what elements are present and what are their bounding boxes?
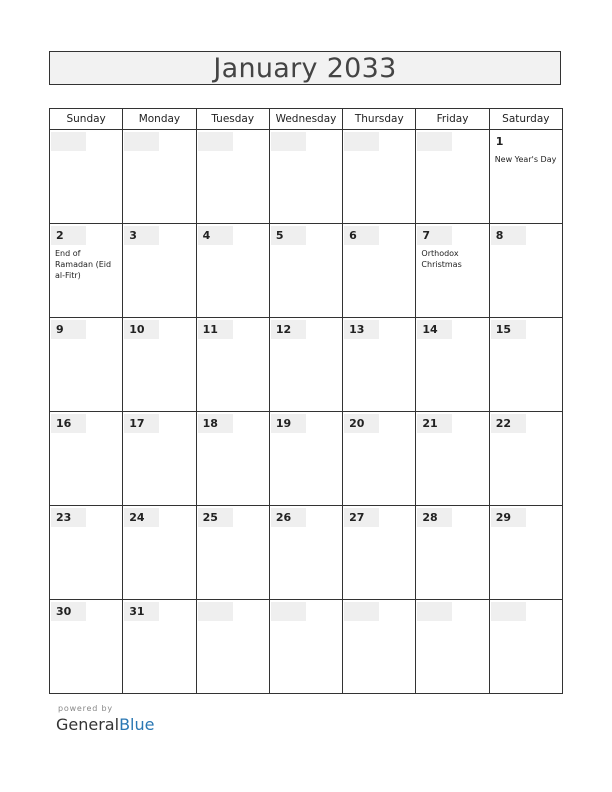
day-cell [50,318,123,412]
day-number: 14 [417,320,452,339]
day-number: 4 [198,226,233,245]
week-row [50,412,563,506]
day-cell [343,318,416,412]
day-number [271,132,306,151]
day-number: 24 [124,508,159,527]
day-number: 13 [344,320,379,339]
day-cell [269,224,342,318]
day-cell [416,600,489,694]
day-number [417,602,452,621]
day-number: 16 [51,414,86,433]
day-number: 1 [495,135,504,148]
day-number: 25 [198,508,233,527]
day-cell [489,318,562,412]
day-cell [343,224,416,318]
week-row [50,318,563,412]
day-cell [269,318,342,412]
day-cell [343,506,416,600]
calendar-body [50,130,563,694]
day-number: 18 [198,414,233,433]
day-number [198,132,233,151]
day-number [344,132,379,151]
day-number: 27 [344,508,379,527]
day-cell [123,318,196,412]
day-cell [489,600,562,694]
day-number [51,132,86,151]
day-number: 31 [124,602,159,621]
powered-by-text: powered by [58,704,113,713]
day-cell [343,130,416,224]
day-cell [416,412,489,506]
day-cell [416,318,489,412]
day-number: 10 [124,320,159,339]
calendar-title-box [49,51,561,85]
weekday-header: Monday [123,109,196,130]
weekday-header: Friday [416,109,489,130]
day-number [491,602,526,621]
day-number: 29 [491,508,526,527]
day-cell [50,224,123,318]
day-cell [196,600,269,694]
day-cell [416,130,489,224]
day-number: 3 [124,226,159,245]
week-row [50,600,563,694]
day-cell [416,506,489,600]
day-cell [196,318,269,412]
day-number [417,132,452,151]
week-row [50,130,563,224]
brand-general-text: General [56,715,120,734]
day-number: 26 [271,508,306,527]
day-cell [50,506,123,600]
day-number: 6 [344,226,379,245]
brand-logo [56,715,154,734]
weekday-header: Tuesday [196,109,269,130]
day-cell [50,412,123,506]
day-cell [269,506,342,600]
day-cell [269,600,342,694]
day-number: 12 [271,320,306,339]
day-number: 22 [491,414,526,433]
weekday-header-row [50,109,563,130]
day-number [198,602,233,621]
day-cell [196,506,269,600]
day-cell [50,130,123,224]
day-cell [123,412,196,506]
day-cell [123,224,196,318]
day-number: 19 [271,414,306,433]
day-number: 20 [344,414,379,433]
day-number: 11 [198,320,233,339]
weekday-header: Thursday [343,109,416,130]
weekday-header: Saturday [489,109,562,130]
day-cell [269,130,342,224]
weekday-header: Wednesday [269,109,342,130]
day-cell [196,224,269,318]
day-number: 28 [417,508,452,527]
day-number: 5 [271,226,306,245]
day-number: 9 [51,320,86,339]
day-cell [489,506,562,600]
day-cell [489,224,562,318]
day-number: 21 [417,414,452,433]
week-row [50,506,563,600]
day-cell [269,412,342,506]
day-cell [489,130,562,224]
day-number: 15 [491,320,526,339]
day-number: 8 [491,226,526,245]
day-number: 30 [51,602,86,621]
day-cell [123,600,196,694]
day-number [271,602,306,621]
day-number: 17 [124,414,159,433]
day-cell [123,130,196,224]
day-cell [123,506,196,600]
day-cell [343,412,416,506]
day-number: 2 [51,226,86,245]
day-cell [343,600,416,694]
holiday-label: Orthodox Christmas [421,249,462,269]
day-number: 7 [417,226,452,245]
calendar-grid [49,108,563,694]
day-cell [196,130,269,224]
holiday-label: New Year's Day [494,155,557,164]
day-number [344,602,379,621]
day-cell [50,600,123,694]
weekday-header: Sunday [50,109,123,130]
calendar-title: January 2033 [213,52,397,84]
week-row [50,224,563,318]
day-cell [489,412,562,506]
day-cell [416,224,489,318]
day-cell [196,412,269,506]
holiday-label: End of Ramadan (Eid al-Fitr) [55,249,112,280]
day-number: 23 [51,508,86,527]
brand-blue-text: Blue [119,715,155,734]
day-number [124,132,159,151]
